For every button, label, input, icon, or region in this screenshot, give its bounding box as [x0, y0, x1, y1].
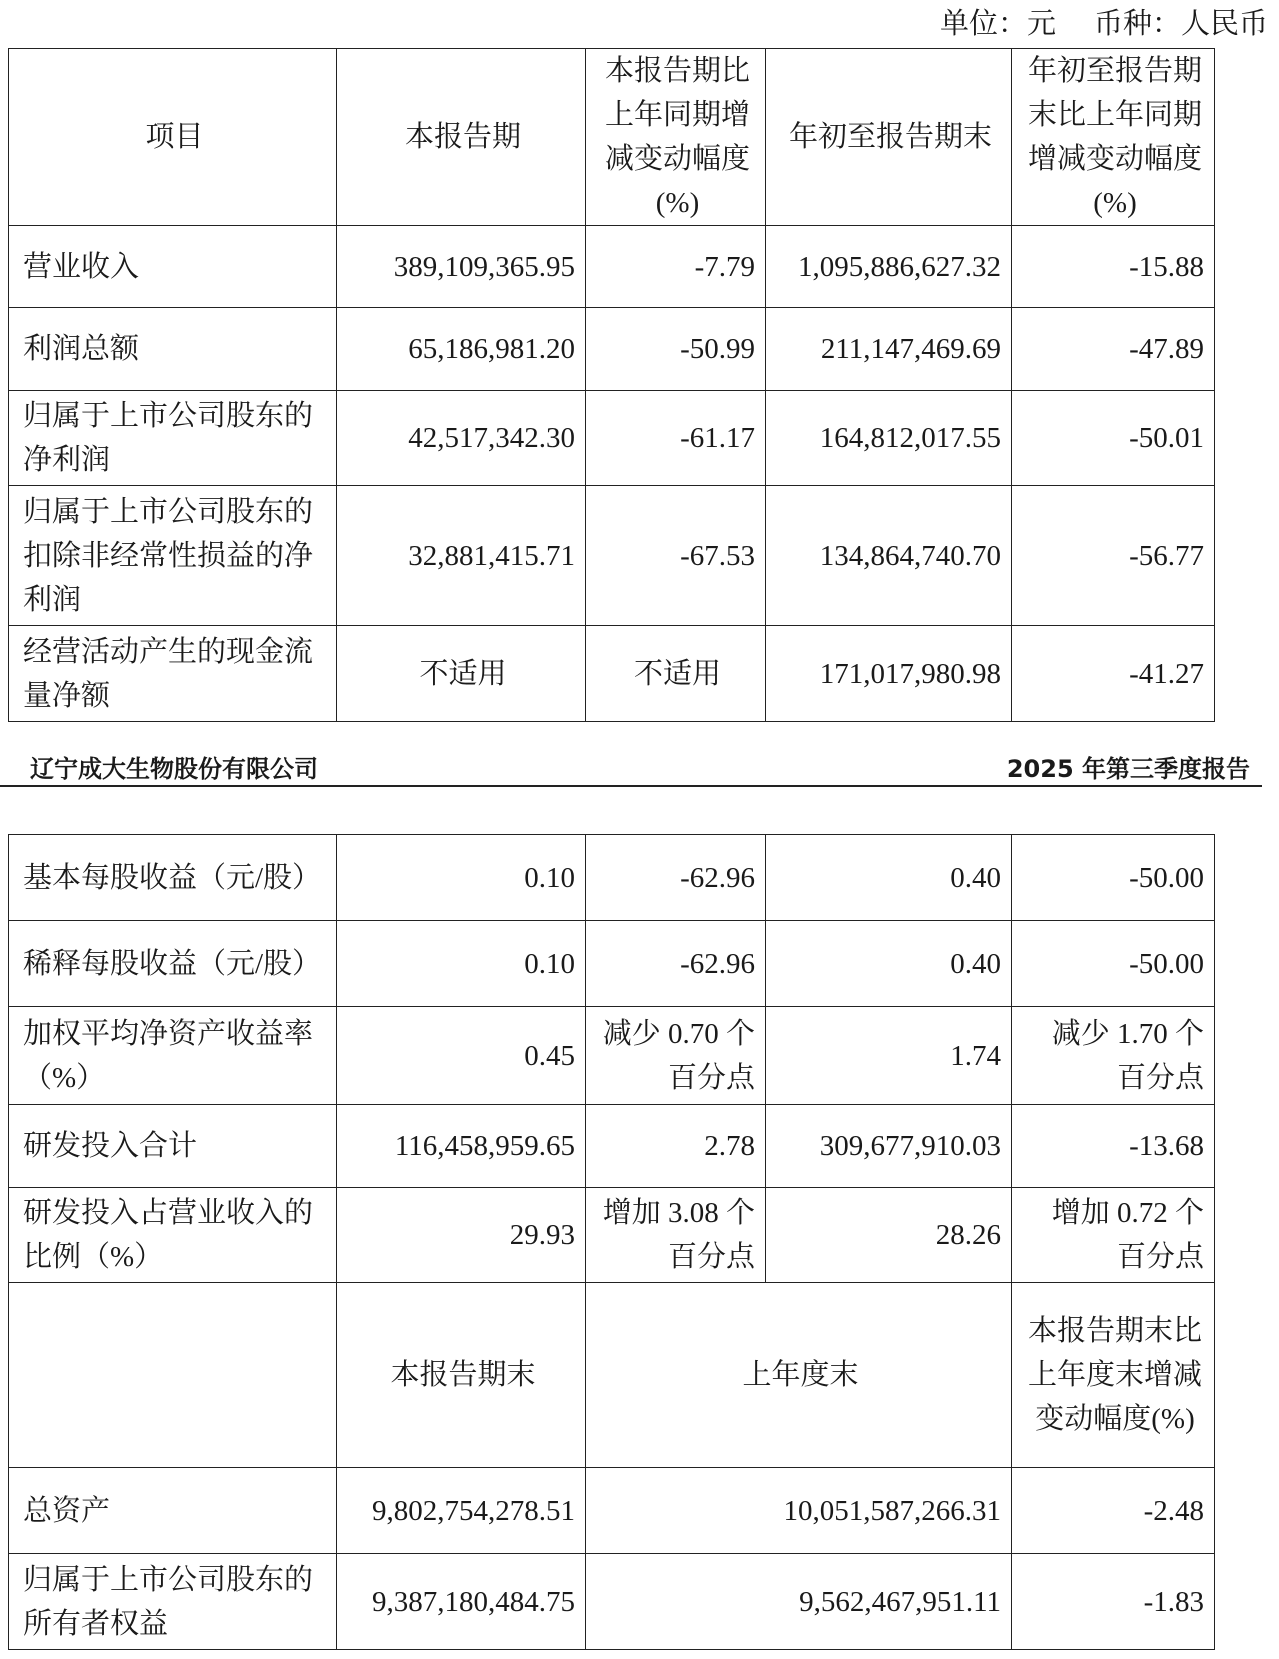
balance-change-value: -1.83 [1012, 1554, 1215, 1650]
ytd-value: 0.40 [766, 835, 1012, 921]
currency-label: 币种：人民币 [1093, 8, 1268, 40]
current-change-value: -50.99 [586, 308, 766, 391]
current-value: 42,517,342.30 [337, 391, 586, 486]
current-value: 116,458,959.65 [337, 1105, 586, 1188]
current-value: 389,109,365.95 [337, 226, 586, 308]
balance-change-value: -2.48 [1012, 1468, 1215, 1554]
row-item: 归属于上市公司股东的所有者权益 [9, 1554, 337, 1650]
table-row [9, 835, 1215, 921]
current-change-value: -62.96 [586, 921, 766, 1007]
table-row [9, 308, 1215, 391]
company-name: 辽宁成大生物股份有限公司 [30, 755, 318, 783]
page-footer [0, 745, 1262, 787]
table-row [9, 626, 1215, 722]
ytd-change-value: -56.77 [1012, 486, 1215, 626]
ytd-change-value: -50.01 [1012, 391, 1215, 486]
header-current-change: 本报告期比上年同期增减变动幅度(%) [586, 49, 766, 226]
current-change-value: 不适用 [586, 626, 766, 722]
ytd-change-value: -15.88 [1012, 226, 1215, 308]
ytd-value: 1.74 [766, 1007, 1012, 1105]
report-name: 2025 年第三季度报告 [1006, 755, 1250, 783]
ytd-change-value: -50.00 [1012, 835, 1215, 921]
current-change-value: 增加 3.08 个百分点 [586, 1188, 766, 1283]
current-value: 不适用 [337, 626, 586, 722]
header-ytd: 年初至报告期末 [766, 49, 1012, 226]
ytd-change-value: 减少 1.70 个百分点 [1012, 1007, 1215, 1105]
current-value: 0.45 [337, 1007, 586, 1105]
ytd-change-value: -47.89 [1012, 308, 1215, 391]
row-item: 经营活动产生的现金流量净额 [9, 626, 337, 722]
table-row [9, 226, 1215, 308]
current-value: 0.10 [337, 835, 586, 921]
row-item: 加权平均净资产收益率（%） [9, 1007, 337, 1105]
current-value: 29.93 [337, 1188, 586, 1283]
continued-financial-table [8, 834, 1215, 1650]
table-row [9, 1554, 1215, 1650]
header-period-end: 本报告期末 [337, 1283, 586, 1468]
empty-header-cell [9, 1283, 337, 1468]
current-change-value: 减少 0.70 个百分点 [586, 1007, 766, 1105]
current-value: 65,186,981.20 [337, 308, 586, 391]
header-current-period: 本报告期 [337, 49, 586, 226]
row-item: 研发投入合计 [9, 1105, 337, 1188]
period-end-value: 9,802,754,278.51 [337, 1468, 586, 1554]
ytd-value: 309,677,910.03 [766, 1105, 1012, 1188]
ytd-value: 28.26 [766, 1188, 1012, 1283]
row-item: 基本每股收益（元/股） [9, 835, 337, 921]
ytd-change-value: -50.00 [1012, 921, 1215, 1007]
current-change-value: -67.53 [586, 486, 766, 626]
ytd-value: 0.40 [766, 921, 1012, 1007]
unit-currency-line [0, 2, 1268, 46]
row-item: 稀释每股收益（元/股） [9, 921, 337, 1007]
header-prior-year-end: 上年度末 [586, 1283, 1012, 1468]
current-change-value: -7.79 [586, 226, 766, 308]
row-item: 归属于上市公司股东的净利润 [9, 391, 337, 486]
current-change-value: -62.96 [586, 835, 766, 921]
current-change-value: 2.78 [586, 1105, 766, 1188]
row-item: 利润总额 [9, 308, 337, 391]
header-balance-change: 本报告期末比上年度末增减变动幅度(%) [1012, 1283, 1215, 1468]
row-item: 营业收入 [9, 226, 337, 308]
table-row [9, 921, 1215, 1007]
ytd-value: 1,095,886,627.32 [766, 226, 1012, 308]
ytd-value: 164,812,017.55 [766, 391, 1012, 486]
table-header-row [9, 49, 1215, 226]
balance-header-row [9, 1283, 1215, 1468]
row-item: 研发投入占营业收入的比例（%） [9, 1188, 337, 1283]
ytd-change-value: -13.68 [1012, 1105, 1215, 1188]
ytd-value: 211,147,469.69 [766, 308, 1012, 391]
row-item: 归属于上市公司股东的扣除非经常性损益的净利润 [9, 486, 337, 626]
current-value: 0.10 [337, 921, 586, 1007]
header-item: 项目 [9, 49, 337, 226]
prior-year-end-value: 10,051,587,266.31 [586, 1468, 1012, 1554]
table-row [9, 1105, 1215, 1188]
prior-year-end-value: 9,562,467,951.11 [586, 1554, 1012, 1650]
ytd-change-value: 增加 0.72 个百分点 [1012, 1188, 1215, 1283]
header-ytd-change: 年初至报告期末比上年同期增减变动幅度(%) [1012, 49, 1215, 226]
ytd-value: 171,017,980.98 [766, 626, 1012, 722]
table-row [9, 1468, 1215, 1554]
main-financial-table [8, 48, 1215, 722]
ytd-change-value: -41.27 [1012, 626, 1215, 722]
table-row [9, 1188, 1215, 1283]
table-row [9, 391, 1215, 486]
table-row [9, 1007, 1215, 1105]
period-end-value: 9,387,180,484.75 [337, 1554, 586, 1650]
ytd-value: 134,864,740.70 [766, 486, 1012, 626]
current-value: 32,881,415.71 [337, 486, 586, 626]
row-item: 总资产 [9, 1468, 337, 1554]
table-row [9, 486, 1215, 626]
current-change-value: -61.17 [586, 391, 766, 486]
unit-label: 单位：元 [939, 8, 1056, 40]
